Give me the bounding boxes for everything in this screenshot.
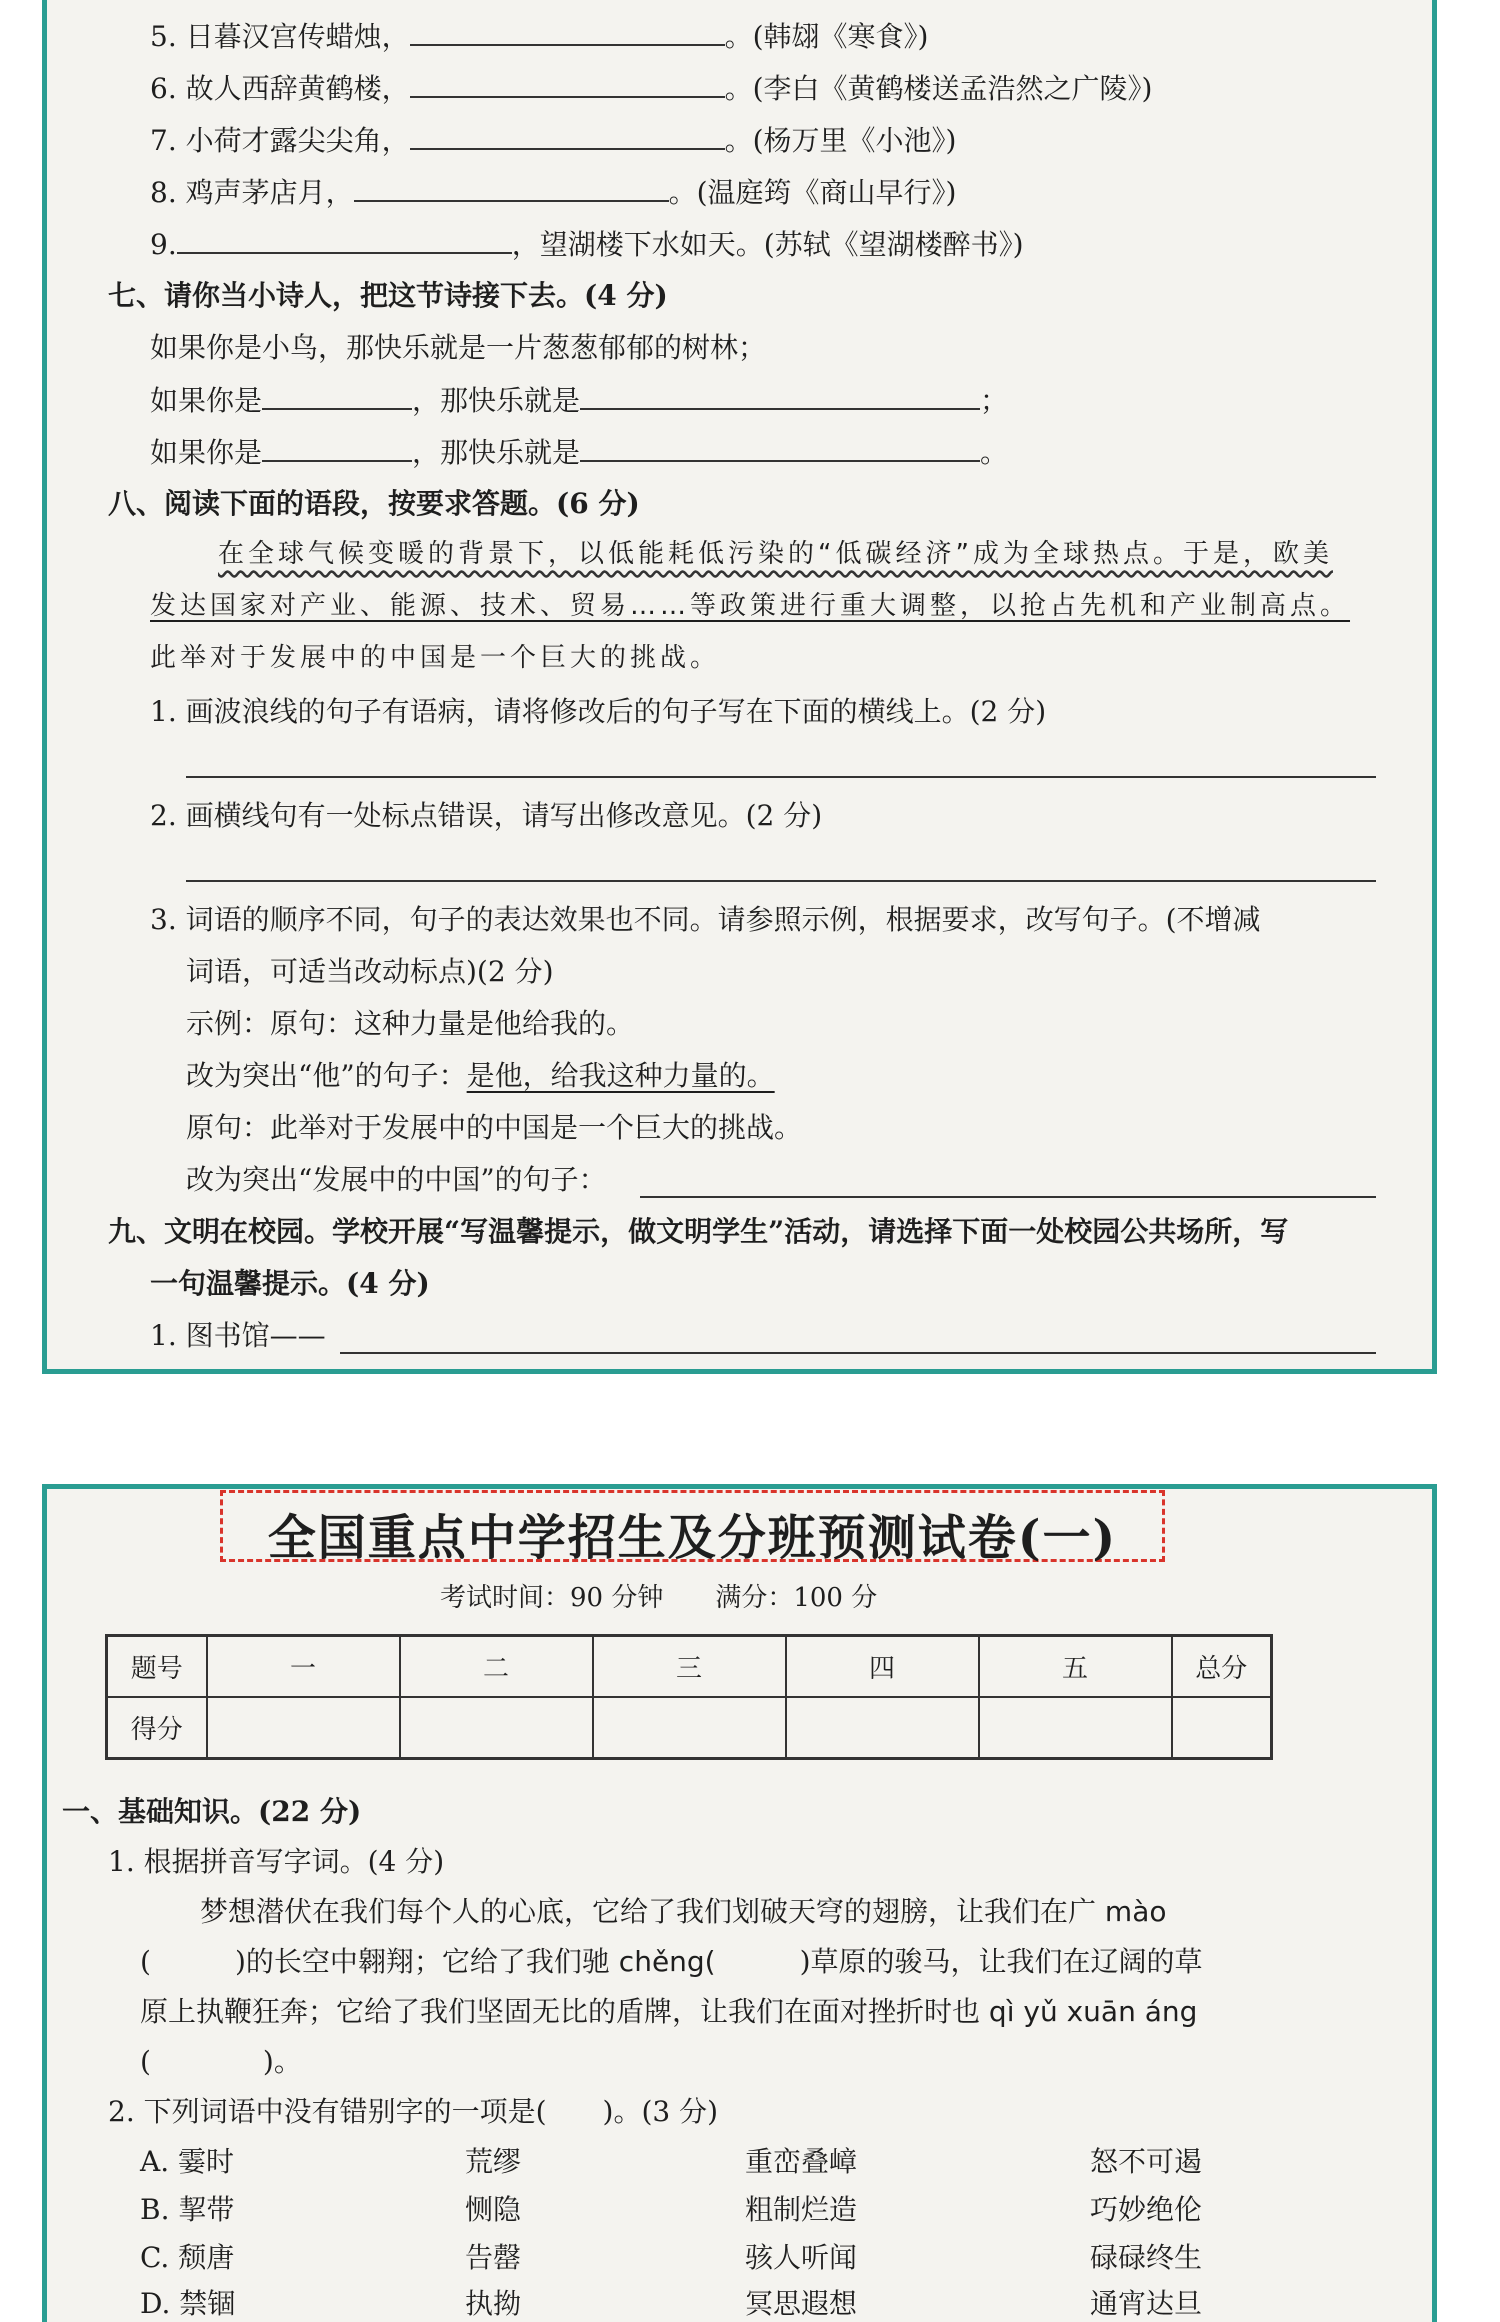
question-1: 1. 根据拼音写字词。(4 分): [108, 1845, 445, 1878]
table-header-cell: 二: [400, 1636, 593, 1698]
option-a[interactable]: A. 霎时: [140, 2145, 235, 2178]
passage-line-2: 发达国家对产业、能源、技术、贸易……等政策进行重大调整，以抢占先机和产业制高点。: [150, 591, 1351, 621]
q1-paragraph-line-1: 梦想潜伏在我们每个人的心底，它给了我们划破天穹的翅膀，让我们在广 mào: [200, 1895, 1167, 1928]
option-c[interactable]: C. 颓唐: [140, 2241, 235, 2274]
score-table: [105, 1634, 1273, 1760]
option-c-word: 骇人听闻: [745, 2241, 858, 2274]
table-header-cell: 题号: [107, 1636, 207, 1698]
table-row-label: 得分: [107, 1697, 207, 1759]
score-cell[interactable]: [979, 1697, 1172, 1759]
option-d-word: 通宵达旦: [1090, 2287, 1203, 2320]
section-8-heading: 八、阅读下面的语段，按要求答题。(6 分): [108, 487, 640, 520]
answer-line-9-1[interactable]: [340, 1352, 1376, 1354]
score-cell[interactable]: [1172, 1697, 1272, 1759]
example-original: 示例：原句：这种力量是他给我的。: [186, 1007, 635, 1040]
option-b-word: 巧妙绝伦: [1090, 2193, 1203, 2226]
option-a-word: 怒不可遏: [1090, 2145, 1203, 2178]
section-9-heading: 九、文明在校园。学校开展“写温馨提示，做文明学生”活动，请选择下面一处校园公共场所，写: [108, 1215, 1289, 1248]
option-b[interactable]: B. 挈带: [140, 2193, 235, 2226]
option-d-word: 冥思遐想: [745, 2287, 858, 2320]
score-cell[interactable]: [207, 1697, 400, 1759]
option-b-word: 粗制烂造: [745, 2193, 858, 2226]
section-1-heading: 一、基础知识。(22 分): [62, 1795, 362, 1828]
passage-line-3: 此举对于发展中的中国是一个巨大的挑战。: [150, 643, 721, 673]
option-d[interactable]: D. 禁锢: [140, 2287, 236, 2320]
question-2: 2. 下列词语中没有错别字的一项是( )。(3 分): [108, 2095, 719, 2128]
answer-line-8-1[interactable]: [186, 776, 1376, 778]
poem-line-7: 7. 小荷才露尖尖角， 。(杨万里《小池》): [150, 124, 957, 157]
poem-line-9: 9. ，望湖楼下水如天。(苏轼《望湖楼醉书》): [150, 228, 1024, 261]
poem-fill-line-1: 如果你是 ，那快乐就是 ；: [150, 384, 1009, 417]
section-9-heading-cont: 一句温馨提示。(4 分): [150, 1267, 430, 1300]
option-c-word: 碌碌终生: [1090, 2241, 1203, 2274]
option-a-word: 荒缪: [465, 2145, 522, 2178]
q1-paragraph-line-4: ( )。: [140, 2045, 302, 2078]
score-table-header-row: [107, 1636, 1272, 1698]
q1-paragraph-line-3: 原上执鞭狂奔；它给了我们坚固无比的盾牌，让我们在面对挫折时也 qì yǔ xuān áng: [140, 1995, 1198, 2028]
score-cell[interactable]: [593, 1697, 786, 1759]
poem-line-5: 5. 日暮汉宫传蜡烛， 。(韩翃《寒食》): [150, 20, 929, 53]
answer-line-8-2[interactable]: [186, 880, 1376, 882]
option-c-word: 告罄: [465, 2241, 522, 2274]
exam-title: 全国重点中学招生及分班预测试卷(一): [267, 1510, 1118, 1566]
question-8-2: 2. 画横线句有一处标点错误，请写出修改意见。(2 分): [150, 799, 823, 832]
passage-line-1: 在全球气候变暖的背景下，以低能耗低污染的“低碳经济”成为全球热点。于是，欧美: [218, 539, 1333, 569]
question-8-3-cont: 词语，可适当改动标点)(2 分): [186, 955, 554, 988]
question-9-1: 1. 图书馆——: [150, 1319, 326, 1352]
rewrite-prompt: 改为突出“发展中的中国”的句子：: [186, 1163, 607, 1196]
q1-paragraph-line-2: ( )的长空中翱翔；它给了我们驰 chěng( )草原的骏马，让我们在辽阔的草: [140, 1945, 1203, 1978]
table-header-cell: 总分: [1172, 1636, 1272, 1698]
question-8-1: 1. 画波浪线的句子有语病，请将修改后的句子写在下面的横线上。(2 分): [150, 695, 1047, 728]
poem-line-8: 8. 鸡声茅店月， 。(温庭筠《商山早行》): [150, 176, 957, 209]
score-cell[interactable]: [400, 1697, 593, 1759]
title-frame: [220, 1490, 1165, 1566]
table-header-cell: 一: [207, 1636, 400, 1698]
question-8-3: 3. 词语的顺序不同，句子的表达效果也不同。请参照示例，根据要求，改写句子。(不增减: [150, 903, 1261, 936]
poem-example: 如果你是小鸟，那快乐就是一片葱葱郁郁的树林；: [150, 331, 767, 364]
table-header-cell: 五: [979, 1636, 1172, 1698]
answer-line-8-3[interactable]: [640, 1196, 1376, 1198]
original-sentence: 原句：此举对于发展中的中国是一个巨大的挑战。: [186, 1111, 803, 1144]
score-cell[interactable]: [786, 1697, 979, 1759]
table-header-cell: 三: [593, 1636, 786, 1698]
table-header-cell: 四: [786, 1636, 979, 1698]
poem-fill-line-2: 如果你是 ，那快乐就是 。: [150, 436, 1009, 469]
option-d-word: 执拗: [465, 2287, 522, 2320]
example-changed: 改为突出“他”的句子：是他，给我这种力量的。: [186, 1059, 775, 1092]
option-b-word: 恻隐: [465, 2193, 522, 2226]
score-table-row: [107, 1697, 1272, 1759]
option-a-word: 重峦叠嶂: [745, 2145, 858, 2178]
poem-line-6: 6. 故人西辞黄鹤楼， 。(李白《黄鹤楼送孟浩然之广陵》): [150, 72, 1153, 105]
exam-info: 考试时间：90 分钟 满分：100 分: [440, 1583, 878, 1613]
section-7-heading: 七、请你当小诗人，把这节诗接下去。(4 分): [108, 279, 668, 312]
